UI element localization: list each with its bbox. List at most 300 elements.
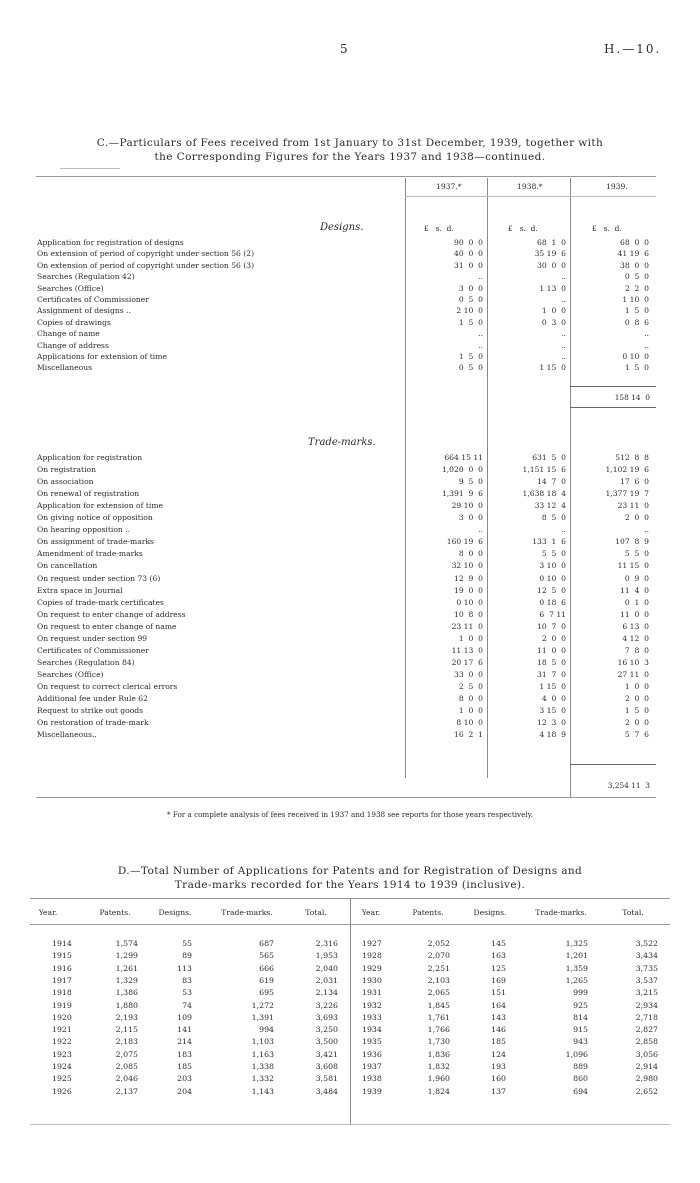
designs-value-c: .. (644, 340, 649, 350)
section-d-left-cell: 1925 (52, 1074, 72, 1084)
trade-marks-value-a: 19 0 0 (454, 585, 483, 595)
section-c-title-line2: the Corresponding Figures for the Years 1937 and 1938—continued. (154, 151, 546, 163)
trade-marks-value-b: 6 7 11 (539, 609, 566, 619)
trade-marks-value-a: 664 15 11 (444, 453, 483, 462)
designs-value-b: 0 3 0 (541, 317, 566, 327)
section-d-left-cell: 74 (182, 1000, 192, 1010)
designs-label: Applications for extension of time (37, 352, 167, 361)
trade-marks-value-a: 9 5 0 (458, 477, 483, 487)
section-d-right-cell: 1,265 (565, 975, 588, 985)
section-d-title-line1: D.—Total Number of Applications for Patents and for Registration of Designs and (117, 865, 583, 877)
trade-marks-value-a: 10 8 0 (454, 609, 483, 619)
trade-marks-value-a: 2 5 0 (458, 681, 483, 691)
trade-marks-label: On registration (37, 465, 96, 475)
trade-marks-value-b: 0 18 6 (539, 597, 566, 607)
trade-marks-label: Application for extension of time (37, 501, 164, 511)
trade-marks-value-b: 4 0 0 (541, 694, 566, 703)
trade-marks-label: On restoration of trade-mark (37, 718, 149, 728)
designs-value-c: 0 8 6 (624, 317, 649, 327)
section-d-right-cell: 1929 (362, 963, 382, 973)
trade-marks-label: Copies of trade-mark certificates (37, 597, 164, 607)
currency-header-1939: £ s. d. (592, 224, 622, 233)
designs-value-c: 1 5 0 (624, 306, 649, 316)
trade-marks-value-b: 31 7 0 (537, 669, 566, 679)
trade-marks-value-c: 11 4 0 (620, 585, 649, 595)
section-d-right-cell: 1,960 (427, 1074, 450, 1084)
designs-value-a: 40 0 0 (454, 249, 483, 259)
section-d-right-cell: 3,434 (635, 951, 658, 961)
section-d-left-cell: 2,046 (115, 1074, 138, 1084)
trade-marks-value-c: 16 10 3 (617, 657, 649, 667)
trade-marks-row (0, 536, 700, 547)
designs-value-a: 1 5 0 (458, 352, 483, 361)
designs-value-a: .. (478, 340, 483, 350)
trade-marks-row (0, 609, 700, 620)
section-d-right-cell: 2,934 (635, 1000, 658, 1010)
section-d-right-cell: 2,827 (635, 1025, 658, 1035)
trade-marks-value-a: 160 19 6 (446, 537, 483, 547)
trade-marks-label: On request to enter change of address (37, 609, 186, 619)
trade-marks-row (0, 488, 700, 499)
section-c-title-line1: C.—Particulars of Fees received from 1st January to 31st December, 1939, together with (96, 137, 604, 149)
section-d-left-cell: 2,075 (115, 1049, 138, 1059)
section-d-right-cell: 2,718 (635, 1012, 658, 1022)
section-d-left-cell: 203 (177, 1074, 192, 1084)
designs-value-c: .. (644, 329, 649, 339)
designs-row (0, 260, 700, 271)
designs-row (0, 237, 700, 248)
section-d-right-cell: 160 (491, 1074, 506, 1084)
trade-marks-row (0, 717, 700, 728)
section-d-left-cell: 619 (259, 975, 274, 985)
designs-value-c: 2 2 0 (624, 283, 649, 293)
trade-marks-label: Searches (Regulation 84) (37, 657, 135, 667)
section-d-left-cell: 1922 (52, 1037, 72, 1047)
trade-marks-value-c: 17 6 0 (620, 477, 649, 487)
designs-label: Searches (Office) (37, 283, 104, 293)
designs-value-c: 41 19 6 (617, 249, 649, 259)
section-d-left-cell: 1924 (52, 1062, 72, 1071)
section-d-left-cell: 1,574 (115, 939, 138, 948)
section-d-left-cell: 141 (177, 1025, 192, 1035)
trade-marks-row (0, 573, 700, 584)
trade-marks-value-a: 23 11 0 (451, 621, 483, 631)
trade-marks-value-a: 8 10 0 (456, 718, 483, 728)
trade-marks-row (0, 669, 700, 680)
trade-marks-value-c: 4 12 0 (622, 633, 649, 643)
trade-marks-value-a: 8 0 0 (458, 694, 483, 703)
section-d-right-cell: 3,056 (635, 1049, 658, 1059)
section-d-left-cell: 1926 (52, 1086, 72, 1096)
section-d-header: Designs. (473, 908, 507, 917)
designs-row (0, 305, 700, 316)
trade-marks-label: On assignment of trade-marks (37, 537, 154, 547)
section-d-left-cell: 2,040 (315, 963, 338, 973)
trade-marks-row (0, 560, 700, 571)
trade-marks-value-b: 1,638 18 4 (522, 489, 566, 499)
designs-row (0, 362, 700, 373)
designs-value-c: 0 10 0 (622, 352, 649, 361)
trade-marks-row (0, 464, 700, 475)
trade-marks-total-1939: 3,254 11 3 (607, 781, 650, 790)
section-d-left-cell: 3,500 (315, 1037, 338, 1047)
designs-label: Assignment of designs .. (37, 306, 131, 316)
trade-marks-value-a: 1,020 0 0 (441, 465, 483, 475)
section-d-left-cell: 2,137 (115, 1086, 138, 1096)
section-d-left-cell: 3,608 (315, 1062, 338, 1071)
trade-marks-value-a: 8 0 0 (458, 549, 483, 559)
designs-value-a: .. (478, 329, 483, 339)
trade-marks-value-c: 0 9 0 (624, 573, 649, 583)
currency-header-1937: £ s. d. (424, 224, 454, 233)
designs-label: Certificates of Commissioner (37, 295, 149, 304)
trade-marks-value-c: 27 11 0 (617, 669, 649, 679)
trade-marks-value-c: 11 15 0 (617, 561, 649, 571)
designs-value-b: 1 0 0 (541, 306, 566, 316)
section-d-left-cell: 204 (177, 1086, 192, 1096)
section-d-right-cell: 3,735 (635, 963, 658, 973)
trade-marks-value-a: 1 0 0 (458, 633, 483, 643)
section-d-left-cell: 1,329 (115, 975, 138, 985)
section-d-left-cell: 666 (259, 963, 274, 973)
trade-marks-value-c: 1,102 19 6 (605, 465, 649, 475)
section-d-right-cell: 860 (573, 1074, 588, 1084)
section-d-left-cell: 1,272 (251, 1000, 274, 1010)
section-d-right-cell: 164 (491, 1000, 506, 1010)
section-d-left-cell: 3,581 (315, 1074, 338, 1084)
section-d-right-cell: 3,537 (635, 975, 658, 985)
designs-value-b: 1 15 0 (539, 363, 566, 373)
trade-marks-row (0, 548, 700, 559)
designs-value-c: 1 10 0 (622, 295, 649, 304)
section-d-right-cell: 1939 (362, 1086, 382, 1096)
trade-marks-value-c: 1,377 19 7 (605, 489, 649, 499)
section-d-left-cell: 1,163 (251, 1049, 274, 1059)
section-d-left-cell: 1923 (52, 1049, 72, 1059)
trade-marks-value-b: 4 18 9 (539, 730, 566, 740)
trade-marks-label: On cancellation (37, 561, 98, 571)
section-d-header: Designs. (158, 908, 192, 917)
section-d-right-cell: 1927 (362, 939, 382, 948)
trade-marks-value-b: 12 3 0 (537, 718, 566, 728)
section-d-left-cell: 1,261 (115, 963, 138, 973)
section-d-left-cell: 565 (259, 951, 274, 961)
currency-header-1938: £ s. d. (508, 224, 538, 233)
section-d-right-cell: 1932 (362, 1000, 382, 1010)
trade-marks-label: Miscellaneous.. (37, 730, 97, 740)
section-d-title-line2: Trade-marks recorded for the Years 1914 to 1939 (inclusive). (174, 879, 526, 891)
section-d-right-cell: 2,065 (427, 988, 450, 998)
trade-marks-row (0, 729, 700, 740)
section-d-right-cell: 3,522 (635, 939, 658, 948)
trade-marks-label: Additional fee under Rule 62 (37, 694, 148, 703)
year-header-1938: 1938.* (517, 182, 543, 191)
section-d-left-cell: 1,143 (251, 1086, 274, 1096)
section-d-left-cell: 3,693 (315, 1012, 338, 1022)
section-d-right-cell: 3,215 (635, 988, 658, 998)
trade-marks-value-c: 107 8 9 (615, 537, 649, 547)
footnote: * For a complete analysis of fees received in 1937 and 1938 see reports for those years respectively. (166, 810, 534, 819)
designs-value-a: 90 0 0 (454, 238, 483, 247)
trade-marks-row (0, 500, 700, 511)
section-d-header: Year. (361, 908, 381, 917)
section-d-left-cell: 2,031 (315, 975, 338, 985)
designs-value-c: 0 5 0 (624, 272, 649, 282)
designs-row (0, 317, 700, 328)
designs-label: On extension of period of copyright under section 56 (3) (37, 260, 255, 270)
trade-marks-value-b: .. (561, 525, 566, 535)
section-d-header: Total. (305, 908, 327, 917)
designs-value-b: 30 0 0 (537, 260, 566, 270)
section-d-left-cell: 89 (182, 951, 192, 961)
trade-marks-value-b: 3 10 0 (539, 561, 566, 571)
section-d-left-cell: 113 (177, 963, 192, 973)
section-d-left-cell: 1,299 (115, 951, 138, 961)
section-d-right-cell: 1,201 (565, 951, 588, 961)
trade-marks-label: Request to strike out goods (37, 706, 144, 716)
section-d-right-cell: 145 (491, 939, 506, 948)
designs-value-b: .. (561, 352, 566, 361)
section-d-right-cell: 124 (491, 1049, 506, 1059)
trade-marks-value-b: 0 10 0 (539, 573, 566, 583)
trade-marks-row (0, 597, 700, 608)
designs-value-b: .. (561, 295, 566, 304)
trade-marks-value-a: 0 10 0 (456, 597, 483, 607)
designs-value-b: .. (561, 340, 566, 350)
section-d-left-cell: 3,250 (315, 1025, 338, 1035)
section-d-left-cell: 185 (177, 1062, 192, 1071)
trade-marks-value-c: 7 8 0 (624, 645, 649, 655)
designs-value-a: 0 5 0 (458, 363, 483, 373)
section-d-right-cell: 1,761 (427, 1012, 450, 1022)
designs-value-a: 1 5 0 (458, 317, 483, 327)
trade-marks-row (0, 621, 700, 632)
trade-marks-label: Certificates of Commissioner (37, 645, 149, 655)
designs-value-a: 0 5 0 (458, 295, 483, 304)
designs-value-b: .. (561, 329, 566, 339)
trade-marks-value-b: 133 1 6 (532, 537, 566, 547)
section-d-header: Trade-marks. (221, 908, 273, 917)
trade-marks-value-c: 5 5 0 (624, 549, 649, 559)
section-d-left-cell: 3,484 (315, 1086, 338, 1096)
trade-marks-value-a: 16 2 1 (454, 730, 483, 740)
section-d-right-cell: 2,070 (427, 951, 450, 961)
section-d-right-cell: 169 (491, 975, 506, 985)
trade-marks-value-c: 1 5 0 (624, 706, 649, 716)
designs-value-c: 1 5 0 (624, 363, 649, 373)
trade-marks-value-c: 5 7 6 (624, 730, 649, 740)
section-d-right-cell: 1936 (362, 1049, 382, 1059)
trade-marks-value-c: 0 1 0 (624, 597, 649, 607)
designs-value-b: .. (561, 272, 566, 282)
section-d-right-cell: 1928 (362, 951, 382, 961)
section-d-right-cell: 1,836 (427, 1049, 450, 1059)
section-d-right-cell: 1935 (362, 1037, 382, 1047)
section-d-right-cell: 125 (491, 963, 506, 973)
section-d-right-cell: 999 (573, 988, 588, 998)
designs-row (0, 351, 700, 362)
section-d-left-cell: 1916 (52, 963, 72, 973)
section-d-left-cell: 183 (177, 1049, 192, 1059)
section-d-left-cell: 1921 (52, 1025, 72, 1035)
section-d-header: Patents. (412, 908, 444, 917)
designs-row (0, 283, 700, 294)
section-d-right-cell: 925 (573, 1000, 588, 1010)
trade-marks-value-c: 2 0 0 (624, 718, 649, 728)
section-d-left-cell: 3,226 (315, 1000, 338, 1010)
trade-marks-value-a: 11 13 0 (451, 645, 483, 655)
trade-marks-value-b: 1,151 15 6 (522, 465, 566, 475)
designs-label: Copies of drawings (37, 317, 111, 327)
trade-marks-row (0, 681, 700, 692)
section-d-header: Trade-marks. (535, 908, 587, 917)
trade-marks-value-b: 33 12 4 (534, 501, 566, 511)
section-d-left-cell: 1,103 (251, 1037, 274, 1047)
designs-label: Application for registration of designs (37, 238, 184, 247)
trade-marks-value-c: 512 8 8 (615, 453, 649, 462)
trade-marks-label: On renewal of registration (37, 489, 140, 499)
year-header-1939: 1939. (606, 182, 628, 191)
section-d-left-cell: 1,338 (251, 1062, 274, 1071)
section-d-left-cell: 695 (259, 988, 274, 998)
section-d-left-cell: 3,421 (315, 1049, 338, 1059)
table-top-rule (36, 176, 656, 177)
section-d-right-cell: 1,730 (427, 1037, 450, 1047)
trade-marks-row (0, 512, 700, 523)
section-d-right-cell: 2,652 (635, 1086, 658, 1096)
section-d-header: Patents. (99, 908, 131, 917)
trade-marks-label: On request to correct clerical errors (37, 681, 178, 691)
section-d-left-cell: 2,316 (315, 939, 338, 948)
section-d-right-cell: 889 (573, 1062, 588, 1071)
trade-marks-label: Searches (Office) (37, 669, 104, 679)
designs-value-a: 3 0 0 (458, 283, 483, 293)
section-d-left-cell: 1915 (52, 951, 72, 961)
trade-marks-label: On giving notice of opposition (37, 513, 153, 523)
section-d-right-cell: 193 (491, 1062, 506, 1071)
section-d-header: Year. (38, 908, 58, 917)
trade-marks-value-a: 33 0 0 (454, 669, 483, 679)
section-d-right-cell: 1931 (362, 988, 382, 998)
section-d-right-cell: 163 (491, 951, 506, 961)
trade-marks-value-b: 18 5 0 (537, 657, 566, 667)
page-reference: H.—10. (604, 42, 662, 56)
trade-marks-value-b: 11 0 0 (537, 645, 566, 655)
section-d-right-cell: 1,359 (565, 963, 588, 973)
section-d-right-cell: 1,766 (427, 1025, 450, 1035)
designs-row (0, 328, 700, 339)
section-d-left-cell: 1,332 (251, 1074, 274, 1084)
section-d-right-cell: 1,824 (427, 1086, 450, 1096)
designs-row (0, 271, 700, 282)
trade-marks-value-a: 32 10 0 (451, 561, 483, 571)
section-d-right-cell: 151 (491, 988, 506, 998)
trade-marks-value-b: 8 5 0 (541, 513, 566, 523)
designs-value-b: 35 19 6 (534, 249, 566, 259)
section-d-right-cell: 814 (573, 1012, 588, 1022)
section-d-right-cell: 1,096 (565, 1049, 588, 1059)
section-d-left-cell: 2,183 (115, 1037, 138, 1047)
trade-marks-value-b: 3 15 0 (539, 706, 566, 716)
trade-marks-value-a: 12 9 0 (454, 573, 483, 583)
trade-marks-value-c: 2 0 0 (624, 513, 649, 523)
trade-marks-row (0, 633, 700, 644)
trade-marks-value-a: .. (478, 525, 483, 535)
trade-marks-value-a: 1 0 0 (458, 706, 483, 716)
section-d-left-cell: 1,386 (115, 988, 138, 998)
trade-marks-row (0, 452, 700, 463)
trade-marks-value-b: 12 5 0 (537, 585, 566, 595)
designs-label: Searches (Regulation 42) (37, 272, 135, 282)
trade-marks-value-c: 23 11 0 (617, 501, 649, 511)
trade-marks-label: On request under section 73 (6) (37, 573, 161, 583)
section-d-right-cell: 146 (491, 1025, 506, 1035)
section-d-right-cell: 915 (573, 1025, 588, 1035)
designs-label: On extension of period of copyright under section 56 (2) (37, 249, 255, 259)
section-d-left-cell: 2,115 (115, 1025, 138, 1035)
trade-marks-value-a: 20 17 6 (451, 657, 483, 667)
designs-value-c: 38 0 0 (620, 260, 649, 270)
designs-value-b: 68 1 0 (537, 238, 566, 247)
trade-marks-label: Extra space in Journal (37, 585, 123, 595)
trade-marks-value-c: 1 0 0 (624, 681, 649, 691)
trade-marks-row (0, 693, 700, 704)
section-d-left-cell: 1,391 (251, 1012, 274, 1022)
year-header-1937: 1937.* (436, 182, 462, 191)
designs-value-a: 31 0 0 (454, 260, 483, 270)
trade-marks-label: On hearing opposition .. (37, 525, 131, 535)
trade-marks-label: Application for registration (37, 453, 143, 462)
section-d-right-cell: 185 (491, 1037, 506, 1047)
section-d-right-cell: 2,103 (427, 975, 450, 985)
trade-marks-row (0, 524, 700, 535)
section-d-left-cell: 2,085 (115, 1062, 138, 1071)
trade-marks-label: On request to enter change of name (37, 621, 177, 631)
trade-marks-label: Amendment of trade-marks (37, 549, 143, 559)
trade-marks-value-c: 2 0 0 (624, 694, 649, 703)
trade-marks-value-b: 5 5 0 (541, 549, 566, 559)
section-d-right-cell: 1,325 (565, 939, 588, 948)
section-d-right-cell: 2,858 (635, 1037, 658, 1047)
trade-marks-row (0, 645, 700, 656)
section-d-left-cell: 214 (177, 1037, 192, 1047)
section-d-right-cell: 143 (491, 1012, 506, 1022)
section-d-right-cell: 1934 (362, 1025, 382, 1035)
trade-marks-row (0, 476, 700, 487)
section-d-right-cell: 2,251 (427, 963, 450, 973)
trade-marks-value-a: 1,391 9 6 (441, 489, 483, 499)
designs-value-a: 2 10 0 (456, 306, 483, 316)
section-d-left-cell: 1918 (52, 988, 72, 998)
designs-row (0, 248, 700, 259)
section-d-right-cell: 1937 (362, 1062, 382, 1071)
section-d-left-cell: 55 (182, 939, 192, 948)
section-d-right-cell: 694 (573, 1086, 588, 1096)
designs-value-a: .. (478, 272, 483, 282)
section-d-left-cell: 53 (182, 988, 192, 998)
designs-label: Miscellaneous (37, 363, 92, 373)
section-d-left-cell: 994 (259, 1025, 274, 1035)
section-d-left-cell: 2,134 (315, 988, 338, 998)
trade-marks-value-b: 2 0 0 (541, 633, 566, 643)
section-d-left-cell: 1919 (52, 1000, 72, 1010)
trade-marks-value-b: 1 15 0 (539, 681, 566, 691)
trade-marks-label: On association (37, 477, 94, 487)
section-d-right-cell: 137 (491, 1086, 506, 1096)
trade-marks-label: On request under section 99 (37, 633, 148, 643)
trade-marks-value-b: 14 7 0 (537, 477, 566, 487)
section-d-right-cell: 1938 (362, 1074, 382, 1084)
